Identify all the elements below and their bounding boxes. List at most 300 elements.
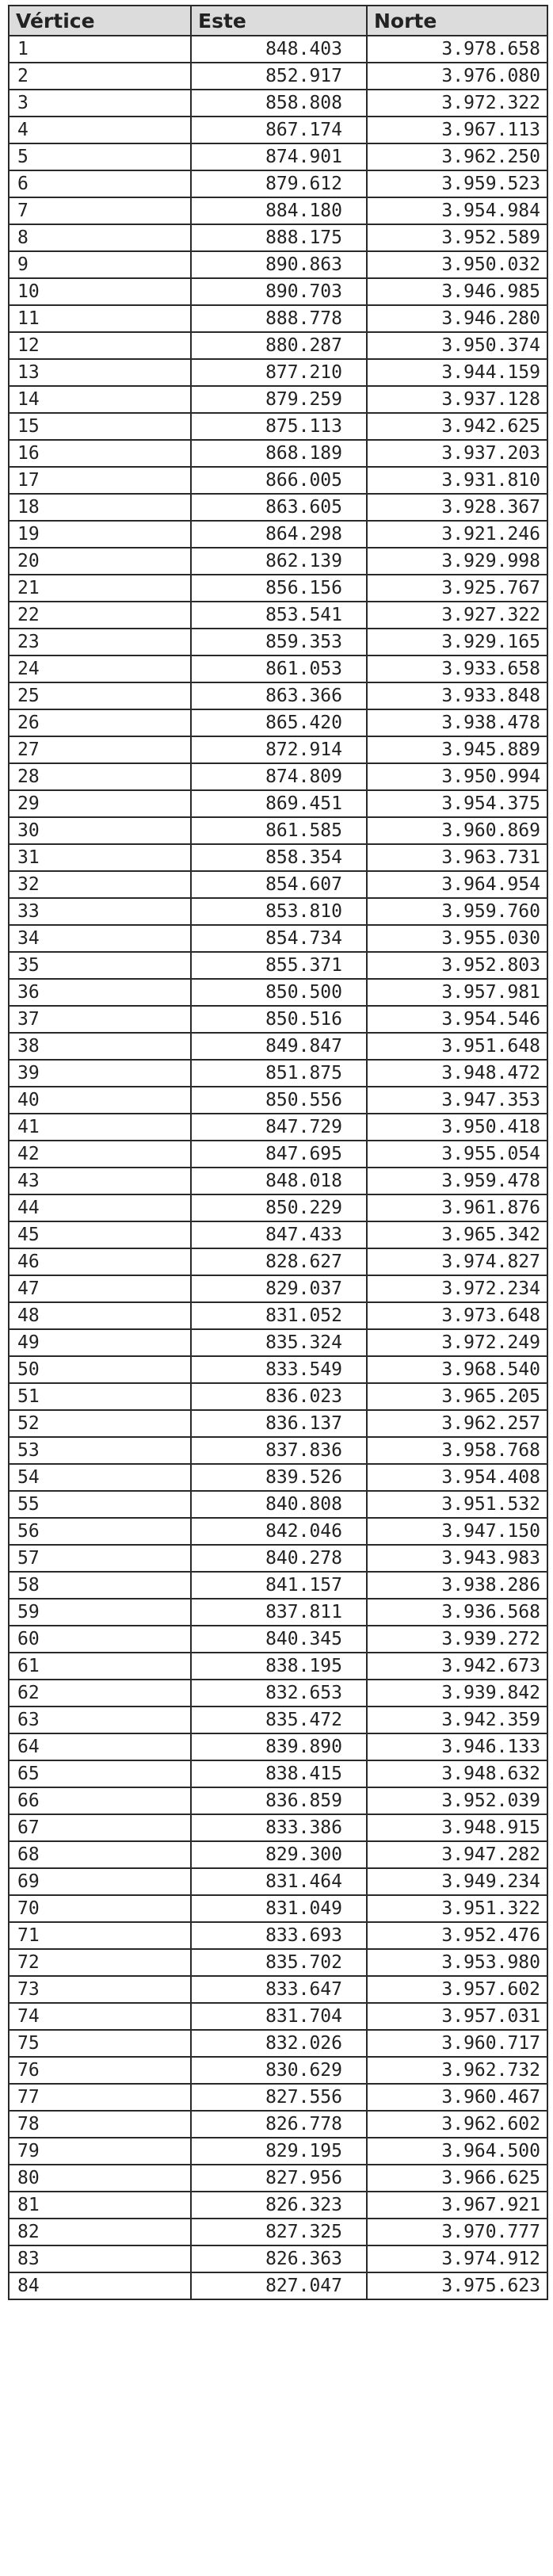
este-cell: 838.415 [191, 1760, 367, 1787]
este-cell: 831.704 [191, 2003, 367, 2030]
norte-cell: 3.962.250 [367, 143, 547, 170]
table-row [9, 1060, 547, 1087]
norte-cell: 3.944.159 [367, 359, 547, 386]
norte-cell: 3.957.031 [367, 2003, 547, 2030]
este-cell: 854.607 [191, 871, 367, 898]
norte-cell: 3.952.803 [367, 952, 547, 979]
este-cell: 836.137 [191, 1410, 367, 1437]
vertice-cell: 3 [9, 90, 191, 117]
vertice-cell: 31 [9, 844, 191, 871]
vertice-cell: 17 [9, 467, 191, 494]
vertice-cell: 74 [9, 2003, 191, 2030]
table-row [9, 386, 547, 413]
este-cell: 838.195 [191, 1653, 367, 1680]
norte-cell: 3.951.532 [367, 1491, 547, 1518]
vertice-cell: 9 [9, 251, 191, 278]
table-row [9, 1464, 547, 1491]
norte-cell: 3.925.767 [367, 575, 547, 602]
este-cell: 879.259 [191, 386, 367, 413]
table-row [9, 90, 547, 117]
este-cell: 874.901 [191, 143, 367, 170]
table-row [9, 898, 547, 925]
este-cell: 888.175 [191, 224, 367, 251]
este-cell: 829.300 [191, 1841, 367, 1868]
vertice-cell: 26 [9, 709, 191, 736]
vertice-cell: 75 [9, 2030, 191, 2057]
table-row [9, 1114, 547, 1141]
table-row [9, 440, 547, 467]
vertice-cell: 18 [9, 494, 191, 521]
table-row [9, 1895, 547, 1922]
norte-cell: 3.959.760 [367, 898, 547, 925]
table-header-row [9, 6, 547, 36]
table-row [9, 1221, 547, 1248]
vertice-cell: 79 [9, 2138, 191, 2165]
norte-cell: 3.928.367 [367, 494, 547, 521]
table-body [9, 36, 547, 2299]
este-cell: 841.157 [191, 1572, 367, 1599]
vertice-cell: 29 [9, 790, 191, 817]
este-cell: 863.366 [191, 682, 367, 709]
header-norte: Norte [367, 6, 547, 36]
este-cell: 874.809 [191, 763, 367, 790]
vertice-cell: 1 [9, 36, 191, 63]
este-cell: 847.433 [191, 1221, 367, 1248]
norte-cell: 3.962.257 [367, 1410, 547, 1437]
norte-cell: 3.946.280 [367, 305, 547, 332]
norte-cell: 3.970.777 [367, 2219, 547, 2245]
norte-cell: 3.929.998 [367, 548, 547, 575]
este-cell: 831.464 [191, 1868, 367, 1895]
este-cell: 826.323 [191, 2192, 367, 2219]
vertice-cell: 61 [9, 1653, 191, 1680]
este-cell: 865.420 [191, 709, 367, 736]
este-cell: 861.053 [191, 655, 367, 682]
norte-cell: 3.976.080 [367, 63, 547, 90]
este-cell: 829.195 [191, 2138, 367, 2165]
table-row [9, 1168, 547, 1194]
table-row [9, 1760, 547, 1787]
table-row [9, 844, 547, 871]
table-row [9, 602, 547, 629]
norte-cell: 3.967.921 [367, 2192, 547, 2219]
vertice-cell: 38 [9, 1033, 191, 1060]
este-cell: 836.859 [191, 1787, 367, 1814]
table-row [9, 2003, 547, 2030]
norte-cell: 3.960.869 [367, 817, 547, 844]
vertice-cell: 68 [9, 1841, 191, 1868]
table-row [9, 1545, 547, 1572]
este-cell: 890.863 [191, 251, 367, 278]
vertice-cell: 32 [9, 871, 191, 898]
este-cell: 832.026 [191, 2030, 367, 2057]
este-cell: 868.189 [191, 440, 367, 467]
este-cell: 855.371 [191, 952, 367, 979]
este-cell: 833.386 [191, 1814, 367, 1841]
norte-cell: 3.942.673 [367, 1653, 547, 1680]
vertice-cell: 28 [9, 763, 191, 790]
table-row [9, 1841, 547, 1868]
norte-cell: 3.929.165 [367, 629, 547, 655]
este-cell: 835.324 [191, 1329, 367, 1356]
norte-cell: 3.960.467 [367, 2084, 547, 2111]
este-cell: 833.693 [191, 1922, 367, 1949]
table-row [9, 332, 547, 359]
table-row [9, 2219, 547, 2245]
este-cell: 840.345 [191, 1626, 367, 1653]
vertice-cell: 15 [9, 413, 191, 440]
norte-cell: 3.948.915 [367, 1814, 547, 1841]
este-cell: 833.549 [191, 1356, 367, 1383]
vertice-cell: 16 [9, 440, 191, 467]
table-row [9, 1410, 547, 1437]
norte-cell: 3.954.984 [367, 197, 547, 224]
este-cell: 831.052 [191, 1302, 367, 1329]
vertice-cell: 47 [9, 1275, 191, 1302]
norte-cell: 3.953.980 [367, 1949, 547, 1976]
este-cell: 842.046 [191, 1518, 367, 1545]
table-row [9, 359, 547, 386]
table-row [9, 709, 547, 736]
vertice-cell: 51 [9, 1383, 191, 1410]
norte-cell: 3.972.249 [367, 1329, 547, 1356]
vertice-cell: 37 [9, 1006, 191, 1033]
table-row [9, 655, 547, 682]
table-row [9, 1194, 547, 1221]
vertice-cell: 67 [9, 1814, 191, 1841]
este-cell: 851.875 [191, 1060, 367, 1087]
norte-cell: 3.964.500 [367, 2138, 547, 2165]
este-cell: 864.298 [191, 521, 367, 548]
norte-cell: 3.954.546 [367, 1006, 547, 1033]
este-cell: 837.836 [191, 1437, 367, 1464]
header-este: Este [191, 6, 367, 36]
vertice-cell: 57 [9, 1545, 191, 1572]
vertice-cell: 35 [9, 952, 191, 979]
norte-cell: 3.949.234 [367, 1868, 547, 1895]
norte-cell: 3.957.602 [367, 1976, 547, 2003]
este-cell: 839.526 [191, 1464, 367, 1491]
vertice-cell: 25 [9, 682, 191, 709]
table-row [9, 467, 547, 494]
norte-cell: 3.973.648 [367, 1302, 547, 1329]
table-row [9, 117, 547, 143]
vertice-cell: 76 [9, 2057, 191, 2084]
norte-cell: 3.947.353 [367, 1087, 547, 1114]
este-cell: 828.627 [191, 1248, 367, 1275]
vertice-cell: 73 [9, 1976, 191, 2003]
este-cell: 863.605 [191, 494, 367, 521]
table-row [9, 575, 547, 602]
este-cell: 850.229 [191, 1194, 367, 1221]
norte-cell: 3.933.658 [367, 655, 547, 682]
este-cell: 888.778 [191, 305, 367, 332]
norte-cell: 3.921.246 [367, 521, 547, 548]
norte-cell: 3.972.234 [367, 1275, 547, 1302]
este-cell: 830.629 [191, 2057, 367, 2084]
norte-cell: 3.957.981 [367, 979, 547, 1006]
norte-cell: 3.963.731 [367, 844, 547, 871]
table-row [9, 682, 547, 709]
vertice-cell: 11 [9, 305, 191, 332]
vertice-cell: 65 [9, 1760, 191, 1787]
vertice-cell: 81 [9, 2192, 191, 2219]
table-row [9, 1356, 547, 1383]
vertice-cell: 21 [9, 575, 191, 602]
norte-cell: 3.964.954 [367, 871, 547, 898]
table-row [9, 2084, 547, 2111]
table-row [9, 736, 547, 763]
vertice-cell: 5 [9, 143, 191, 170]
norte-cell: 3.937.128 [367, 386, 547, 413]
norte-cell: 3.958.768 [367, 1437, 547, 1464]
table-row [9, 305, 547, 332]
vertice-cell: 60 [9, 1626, 191, 1653]
vertice-cell: 70 [9, 1895, 191, 1922]
table-row [9, 1141, 547, 1168]
vertice-cell: 44 [9, 1194, 191, 1221]
norte-cell: 3.931.810 [367, 467, 547, 494]
norte-cell: 3.937.203 [367, 440, 547, 467]
vertice-cell: 13 [9, 359, 191, 386]
norte-cell: 3.959.478 [367, 1168, 547, 1194]
vertice-cell: 46 [9, 1248, 191, 1275]
table-row [9, 1437, 547, 1464]
table-row [9, 224, 547, 251]
norte-cell: 3.954.408 [367, 1464, 547, 1491]
vertice-cell: 2 [9, 63, 191, 90]
table-row [9, 2245, 547, 2272]
este-cell: 839.890 [191, 1733, 367, 1760]
vertice-cell: 59 [9, 1599, 191, 1626]
vertice-cell: 6 [9, 170, 191, 197]
vertice-cell: 78 [9, 2111, 191, 2138]
este-cell: 847.695 [191, 1141, 367, 1168]
norte-cell: 3.946.133 [367, 1733, 547, 1760]
table-row [9, 1814, 547, 1841]
table-row [9, 1733, 547, 1760]
norte-cell: 3.950.418 [367, 1114, 547, 1141]
norte-cell: 3.950.374 [367, 332, 547, 359]
table-row [9, 817, 547, 844]
vertice-cell: 77 [9, 2084, 191, 2111]
vertice-cell: 34 [9, 925, 191, 952]
table-row [9, 1275, 547, 1302]
vertice-cell: 56 [9, 1518, 191, 1545]
coordinates-table [8, 5, 548, 2300]
este-cell: 880.287 [191, 332, 367, 359]
vertice-cell: 49 [9, 1329, 191, 1356]
vertice-cell: 4 [9, 117, 191, 143]
vertice-cell: 19 [9, 521, 191, 548]
table-row [9, 1572, 547, 1599]
vertice-cell: 45 [9, 1221, 191, 1248]
norte-cell: 3.960.717 [367, 2030, 547, 2057]
este-cell: 848.403 [191, 36, 367, 63]
vertice-cell: 64 [9, 1733, 191, 1760]
norte-cell: 3.967.113 [367, 117, 547, 143]
este-cell: 875.113 [191, 413, 367, 440]
este-cell: 848.018 [191, 1168, 367, 1194]
norte-cell: 3.950.994 [367, 763, 547, 790]
table-row [9, 1033, 547, 1060]
vertice-cell: 84 [9, 2272, 191, 2299]
este-cell: 827.325 [191, 2219, 367, 2245]
table-row [9, 143, 547, 170]
este-cell: 884.180 [191, 197, 367, 224]
vertice-cell: 80 [9, 2165, 191, 2192]
table-row [9, 1653, 547, 1680]
vertice-cell: 20 [9, 548, 191, 575]
este-cell: 850.556 [191, 1087, 367, 1114]
vertice-cell: 8 [9, 224, 191, 251]
este-cell: 836.023 [191, 1383, 367, 1410]
table-row [9, 1976, 547, 2003]
norte-cell: 3.945.889 [367, 736, 547, 763]
table-row [9, 36, 547, 63]
este-cell: 852.917 [191, 63, 367, 90]
este-cell: 853.541 [191, 602, 367, 629]
vertice-cell: 71 [9, 1922, 191, 1949]
este-cell: 840.808 [191, 1491, 367, 1518]
vertice-cell: 33 [9, 898, 191, 925]
table-row [9, 1087, 547, 1114]
norte-cell: 3.962.602 [367, 2111, 547, 2138]
table-row [9, 1006, 547, 1033]
vertice-cell: 72 [9, 1949, 191, 1976]
este-cell: 847.729 [191, 1114, 367, 1141]
table-row [9, 1707, 547, 1733]
este-cell: 837.811 [191, 1599, 367, 1626]
este-cell: 859.353 [191, 629, 367, 655]
norte-cell: 3.951.322 [367, 1895, 547, 1922]
norte-cell: 3.955.054 [367, 1141, 547, 1168]
este-cell: 835.472 [191, 1707, 367, 1733]
este-cell: 861.585 [191, 817, 367, 844]
vertice-cell: 39 [9, 1060, 191, 1087]
table-row [9, 521, 547, 548]
table-row [9, 1626, 547, 1653]
vertice-cell: 48 [9, 1302, 191, 1329]
vertice-cell: 36 [9, 979, 191, 1006]
norte-cell: 3.975.623 [367, 2272, 547, 2299]
table-row [9, 1949, 547, 1976]
table-row [9, 2057, 547, 2084]
este-cell: 869.451 [191, 790, 367, 817]
este-cell: 877.210 [191, 359, 367, 386]
norte-cell: 3.952.476 [367, 1922, 547, 1949]
este-cell: 890.703 [191, 278, 367, 305]
vertice-cell: 43 [9, 1168, 191, 1194]
table-row [9, 170, 547, 197]
vertice-cell: 7 [9, 197, 191, 224]
table-row [9, 763, 547, 790]
este-cell: 840.278 [191, 1545, 367, 1572]
norte-cell: 3.936.568 [367, 1599, 547, 1626]
vertice-cell: 10 [9, 278, 191, 305]
table-row [9, 1383, 547, 1410]
norte-cell: 3.952.039 [367, 1787, 547, 1814]
vertice-cell: 69 [9, 1868, 191, 1895]
norte-cell: 3.933.848 [367, 682, 547, 709]
norte-cell: 3.952.589 [367, 224, 547, 251]
este-cell: 856.156 [191, 575, 367, 602]
vertice-cell: 66 [9, 1787, 191, 1814]
este-cell: 872.914 [191, 736, 367, 763]
norte-cell: 3.961.876 [367, 1194, 547, 1221]
este-cell: 835.702 [191, 1949, 367, 1976]
este-cell: 833.647 [191, 1976, 367, 2003]
table-row [9, 1329, 547, 1356]
table-row [9, 979, 547, 1006]
este-cell: 849.847 [191, 1033, 367, 1060]
vertice-cell: 58 [9, 1572, 191, 1599]
norte-cell: 3.946.985 [367, 278, 547, 305]
este-cell: 866.005 [191, 467, 367, 494]
table-row [9, 2192, 547, 2219]
vertice-cell: 82 [9, 2219, 191, 2245]
este-cell: 829.037 [191, 1275, 367, 1302]
norte-cell: 3.954.375 [367, 790, 547, 817]
norte-cell: 3.950.032 [367, 251, 547, 278]
norte-cell: 3.947.150 [367, 1518, 547, 1545]
table-row [9, 413, 547, 440]
este-cell: 827.956 [191, 2165, 367, 2192]
table-row [9, 2111, 547, 2138]
norte-cell: 3.955.030 [367, 925, 547, 952]
vertice-cell: 41 [9, 1114, 191, 1141]
vertice-cell: 54 [9, 1464, 191, 1491]
table-row [9, 871, 547, 898]
vertice-cell: 42 [9, 1141, 191, 1168]
este-cell: 879.612 [191, 170, 367, 197]
este-cell: 862.139 [191, 548, 367, 575]
table-row [9, 629, 547, 655]
este-cell: 858.808 [191, 90, 367, 117]
este-cell: 832.653 [191, 1680, 367, 1707]
norte-cell: 3.972.322 [367, 90, 547, 117]
este-cell: 850.500 [191, 979, 367, 1006]
vertice-cell: 52 [9, 1410, 191, 1437]
vertice-cell: 22 [9, 602, 191, 629]
vertice-cell: 62 [9, 1680, 191, 1707]
norte-cell: 3.974.912 [367, 2245, 547, 2272]
table-row [9, 63, 547, 90]
este-cell: 827.556 [191, 2084, 367, 2111]
table-row [9, 251, 547, 278]
table-row [9, 790, 547, 817]
coordinates-table-page [8, 5, 547, 2300]
table-row [9, 2165, 547, 2192]
vertice-cell: 40 [9, 1087, 191, 1114]
vertice-cell: 83 [9, 2245, 191, 2272]
norte-cell: 3.951.648 [367, 1033, 547, 1060]
vertice-cell: 63 [9, 1707, 191, 1733]
table-row [9, 1922, 547, 1949]
norte-cell: 3.938.478 [367, 709, 547, 736]
norte-cell: 3.942.359 [367, 1707, 547, 1733]
norte-cell: 3.962.732 [367, 2057, 547, 2084]
table-row [9, 952, 547, 979]
este-cell: 867.174 [191, 117, 367, 143]
vertice-cell: 50 [9, 1356, 191, 1383]
table-row [9, 2272, 547, 2299]
vertice-cell: 27 [9, 736, 191, 763]
este-cell: 853.810 [191, 898, 367, 925]
norte-cell: 3.968.540 [367, 1356, 547, 1383]
este-cell: 826.363 [191, 2245, 367, 2272]
norte-cell: 3.943.983 [367, 1545, 547, 1572]
